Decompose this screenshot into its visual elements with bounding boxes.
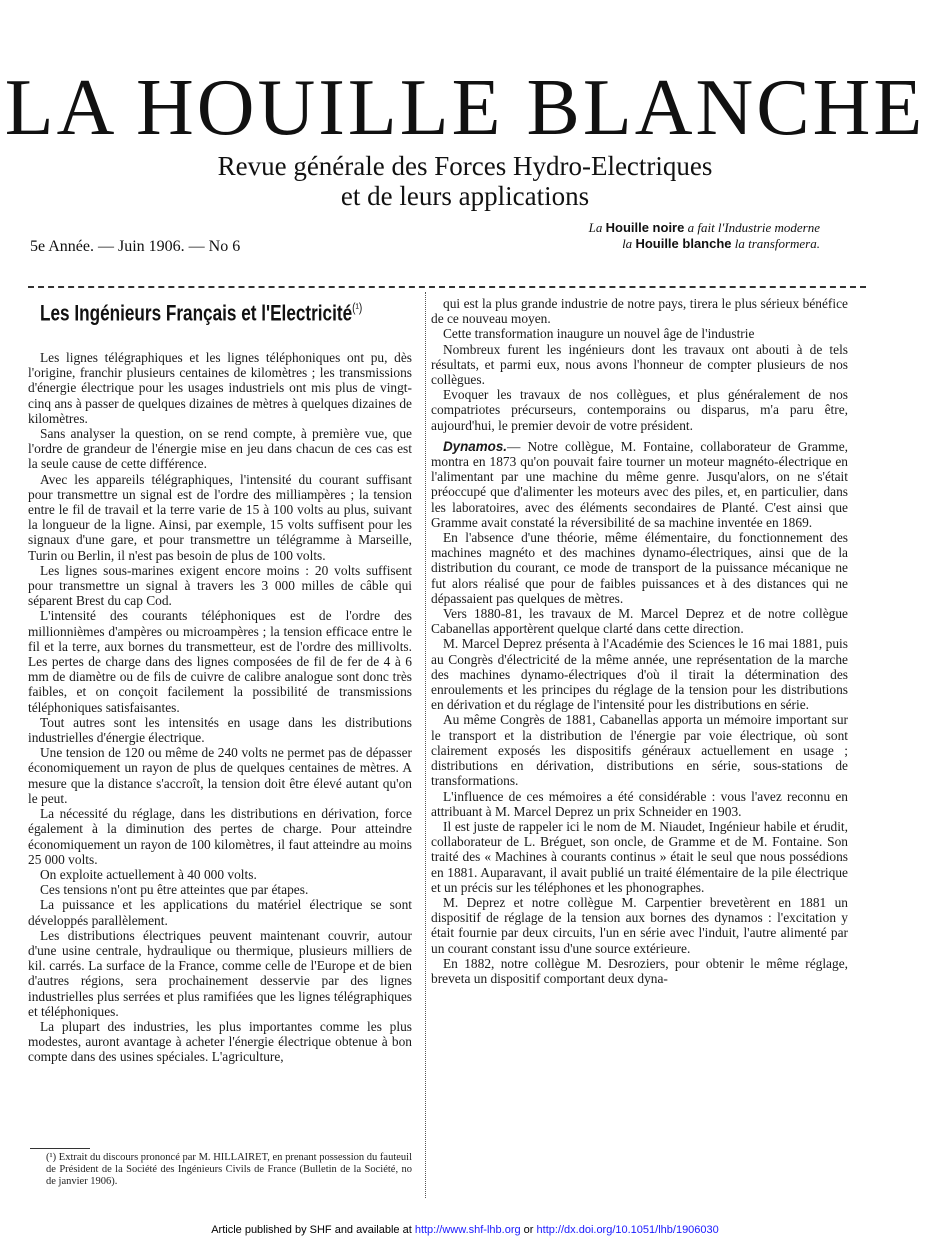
paragraph: Au même Congrès de 1881, Cabanellas apporta un mémoire important sur le transport et la distribution de l'énergie par voie électrique, où sont clairement exposés les dispositifs généraux actuellement en usage ; distributions en dérivation, distributions en série, sous-stations de transformations. [431,712,848,789]
header-rule [28,286,866,288]
column-separator [425,292,426,1198]
paragraph: La plupart des industries, les plus importantes comme les plus modestes, auront avantage à acheter l'énergie électrique obtenue à bon compte dans des usines spéciales. L'agriculture, [28,1018,412,1065]
journal-subtitle-line2: et de leurs applications [340,181,590,211]
journal-subtitle-line1: Revue générale des Forces Hydro-Electriques [217,151,713,181]
paragraph: M. Deprez et notre collègue M. Carpentier brevetèrent en 1881 un dispositif de réglage de la tension aux bornes des dynamos : l'excitation y était fournie par deux circuits, l'un en série avec l'induit, l'autre alimenté par un courant constant issu d'une source extérieure. [431,894,848,956]
footer: Article published by SHF and available at http://www.shf-lhb.org or http://dx.doi.org/10.1051/lhb/1906030 [211,1224,719,1236]
paragraph: Les lignes télégraphiques et les lignes téléphoniques ont pu, dès l'origine, franchir plusieurs centaines de kilomètres ; les transmissions d'énergie électrique pour les usages industriels ont mis plus de vingt-cinq ans à passer de quelques dizaines de mètres à quelques dizaines de kilomètres. [28,350,412,426]
paragraph: Ces tensions n'ont pu être atteintes que par étapes. [40,882,309,898]
paragraph: Nombreux furent les ingénieurs dont les travaux ont abouti à de tels résultats, et parmi eux, nous avons l'honneur de compter plusieurs de nos collègues. [431,341,848,388]
motto-line2: la Houille blanche la transformera. [622,236,820,251]
section-dynamos-paragraph: Dynamos.— Notre collègue, M. Fontaine, collaborateur de Gramme, montra en 1873 qu'on pouvait faire tourner un moteur magnéto-électrique en l'alimentant par une machine du même genre. Jusqu'alors, on ne s'était préoccupé que d'alimenter les moteurs avec des piles, et, en particulier, dans les laboratoires, avec des éléments secondaires de Planté. C'est ainsi que Gramme avait constaté la réversibilité de sa machine inventée en 1869. [431,438,848,530]
paragraph: Vers 1880-81, les travaux de M. Marcel Deprez et de notre collègue Cabanellas apportèrent quelque clarté dans cette direction. [431,606,848,637]
paragraph: M. Marcel Deprez présenta à l'Académie des Sciences le 16 mai 1881, puis au Congrès d'électricité de la même année, une représentation de la marche des machines dynamo-électriques d'où il tirait la détermination des enroulements et les principes du réglage de la tension pour les distributions en dérivation et du réglage de l'intensité pour les distributions en série. [431,636,848,713]
motto-line1: La Houille noire a fait l'Industrie moderne [588,220,820,235]
paragraph: Evoquer les travaux de nos collègues, et plus généralement de nos compatriotes précurseurs, contemporains ou disparus, m'a paru être, aujourd'hui, le premier devoir de votre président. [431,387,848,433]
footer-link-shf[interactable]: http://www.shf-lhb.org [414,1224,521,1236]
paragraph: Avec les appareils télégraphiques, l'intensité du courant suffisant pour transmettre un signal est de l'ordre des milliampères ; la tension entre le fil de travail et la terre varie de 15 à 100 volts au plus, suivant la longueur de la ligne. Ainsi, par exemple, 15 volts suffisent pour les signaux d'une gare, et pour transmettre un télégramme à Marseille, Turin ou Berlin, il n'est pas besoin de plus de 100 volts. [28,471,412,563]
right-column [431,296,848,986]
paragraph: On exploite actuellement à 40 000 volts. [40,866,257,882]
footnote-rule [30,1148,90,1149]
paragraph: La puissance et les applications du matériel électrique se sont développés parallèlement. [28,897,412,928]
issue-line: 5e Année. — Juin 1906. — No 6 [30,238,241,255]
paragraph: L'influence de ces mémoires a été considérable : vous l'avez reconnu en attribuant à M. Marcel Deprez un prix Schneider en 1903. [431,788,848,819]
footnote-mark: (¹) [352,300,363,315]
left-column [28,350,412,1065]
footnote: (¹) Extrait du discours prononcé par M. HILLAIRET, en prenant possession du fauteuil de Président de la Société des Ingénieurs Civils de France (Bulletin de la Société, no de janvier 1906). [46,1152,412,1187]
paragraph: Sans analyser la question, on se rend compte, à première vue, que l'ordre de grandeur de l'énergie mise en jeu dans chacun de ces cas est la seule cause de cette différence. [28,426,412,472]
paragraph: Les lignes sous-marines exigent encore moins : 20 volts suffisent pour transmettre un signal à travers les 3 000 milles de câble qui séparent Brest du cap Cod. [28,562,412,609]
paragraph: En 1882, notre collègue M. Desroziers, pour obtenir le même réglage, breveta un dispositif comportant deux dyna- [431,955,848,986]
paragraph: Les distributions électriques peuvent maintenant couvrir, autour d'une usine centrale, hydraulique ou thermique, plusieurs milliers de kil. carrés. La surface de la France, comme celle de l'Europe et de bien d'autres régions, sera prochainement desservie par des lignes industrielles plus serrées et plus ramifiées que les lignes télégraphiques et téléphoniques. [28,927,412,1019]
paragraph: Tout autres sont les intensités en usage dans les distributions industrielles d'énergie électrique. [28,714,412,746]
paragraph: La nécessité du réglage, dans les distributions en dérivation, force également à la diminution des pertes de charge. Pour atteindre économiquement un rayon de 100 kilomètres, il faut atteindre au moins 25 000 volts. [28,806,412,867]
paragraph: Il est juste de rappeler ici le nom de M. Niaudet, Ingénieur habile et érudit, collaborateur de L. Bréguet, son oncle, de Gramme et de M. Fontaine. Son traité des « Machines à courants continus » était le seul que nous possédions en 1881. Auparavant, il avait publié un traité élémentaire de la pile électrique et un précis sur les téléphones et les phonographes. [431,818,848,895]
paragraph: Une tension de 120 ou même de 240 volts ne permet pas de dépasser économiquement un rayon de plus de quelques centaines de mètres. A mesure que la distance s'accroît, la tension doit être élevé autant qu'on le peut. [28,745,412,806]
paragraph: qui est la plus grande industrie de notre pays, tirera le plus sérieux bénéfice de ce nouveau moyen. [431,296,848,327]
paragraph: Cette transformation inaugure un nouvel âge de l'industrie [443,326,755,342]
footer-link-doi[interactable]: http://dx.doi.org/10.1051/lhb/1906030 [536,1224,719,1236]
paragraph: En l'absence d'une théorie, même élémentaire, du fonctionnement des machines magnéto et des machines dynamo-électriques, ainsi que de la distribution du courant, ce mode de transport de la puissance mécanique ne fut alors réalisé que pour de faibles puissances et à des distances qui ne dépassaient pas quelques de mètres. [431,530,848,606]
paragraph: L'intensité des courants téléphoniques est de l'ordre des millionnièmes d'ampères ou microampères ; la tension efficace entre le fil et la terre, aux bornes du transmetteur, est de l'ordre des millivolts. Les pertes de charge dans des lignes composées de fil de fer de 4 à 6 mm de diamètre ou de fils de cuivre de calibre analogue sont donc très faibles, et on conçoit facilement la possibilité de transmissions téléphoniques satisfaisantes. [28,608,412,715]
journal-title: LA HOUILLE BLANCHE [4,64,926,152]
section-heading-dynamos: Dynamos. [443,438,507,454]
article-title: Les Ingénieurs Français et l'Electricité$^{(^1)}$ [40,300,363,326]
